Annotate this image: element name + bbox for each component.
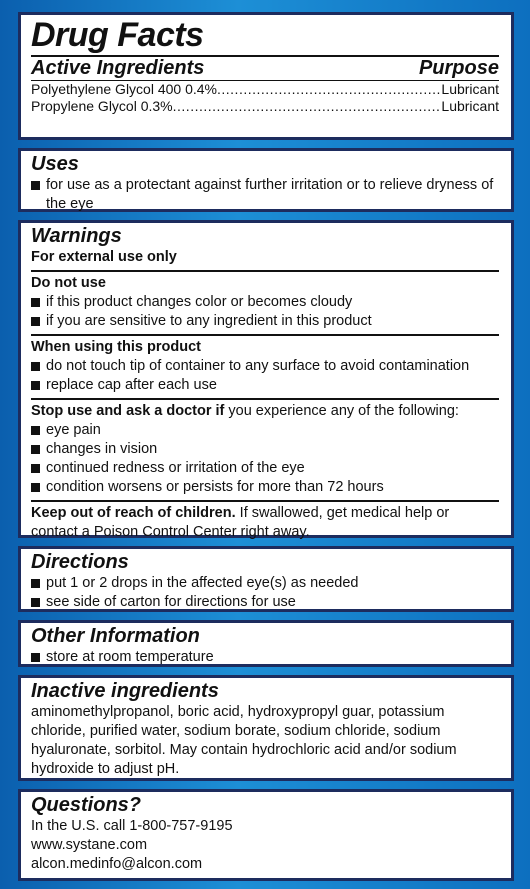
- stop-use-heading-bold: Stop use and ask a doctor if: [31, 403, 225, 419]
- list-item-text: continued redness or irritation of the eye: [46, 460, 305, 476]
- bullet-icon: [31, 381, 40, 390]
- questions-website: www.systane.com: [31, 837, 148, 853]
- list-item: [31, 293, 499, 312]
- active-ingredients-header: [31, 57, 499, 81]
- list-item: [31, 421, 499, 440]
- list-item-text: eye pain: [46, 422, 101, 438]
- divider: [31, 334, 499, 336]
- ingredient-row: [31, 98, 499, 115]
- bullet-icon: [31, 298, 40, 307]
- list-item-text: for use as a protectant against further irritation or to relieve dryness of the eye: [46, 177, 494, 212]
- list-item-text: condition worsens or persists for more than 72 hours: [46, 479, 384, 495]
- do-not-use-heading: Do not use: [31, 275, 106, 291]
- ingredient-purpose: Lubricant: [441, 81, 499, 97]
- other-information-panel: [18, 620, 514, 667]
- ingredient-name: Propylene Glycol 0.3%: [31, 98, 173, 114]
- leader-dots: [217, 81, 441, 98]
- list-item-text: if you are sensitive to any ingredient in this product: [46, 313, 372, 329]
- warnings-heading: Warnings: [31, 225, 122, 247]
- keep-out-rest: If swallowed, get medical help or contact a Poison Control Center right away.: [31, 505, 450, 540]
- list-item: [31, 176, 499, 214]
- bullet-icon: [31, 317, 40, 326]
- bullet-icon: [31, 598, 40, 607]
- purpose-heading: Purpose: [418, 57, 499, 79]
- stop-use-heading: [31, 402, 499, 421]
- questions-panel: [18, 789, 514, 881]
- keep-out-note: [31, 504, 499, 542]
- bullet-icon: [31, 464, 40, 473]
- uses-panel: [18, 148, 514, 212]
- list-item-text: changes in vision: [46, 441, 158, 457]
- ingredient-name: Polyethylene Glycol 400 0.4%: [31, 81, 217, 97]
- questions-phone: In the U.S. call 1-800-757-9195: [31, 818, 233, 834]
- list-item: [31, 376, 499, 395]
- bullet-icon: [31, 653, 40, 662]
- inactive-ingredients-heading: Inactive ingredients: [31, 680, 219, 702]
- questions-email: alcon.medinfo@alcon.com: [31, 856, 203, 872]
- inactive-ingredients-text: aminomethylpropanol, boric acid, hydroxypropyl guar, potassium chloride, purified water, sodium borate, sodium chloride, sodium hyaluronate, sorbitol. May contain hydrochloric acid and/or sodium hydroxide to adjust pH.: [31, 704, 457, 777]
- list-item: [31, 593, 499, 612]
- bullet-icon: [31, 445, 40, 454]
- active-ingredients-panel: [18, 12, 514, 140]
- list-item: [31, 440, 499, 459]
- external-use-note: For external use only: [31, 249, 177, 265]
- drug-facts-title: Drug Facts: [31, 17, 499, 57]
- warnings-panel: [18, 220, 514, 538]
- list-item: [31, 312, 499, 331]
- list-item: [31, 357, 499, 376]
- list-item-text: store at room temperature: [46, 649, 214, 665]
- list-item-text: if this product changes color or becomes cloudy: [46, 294, 353, 310]
- list-item: [31, 459, 499, 478]
- divider: [31, 500, 499, 502]
- divider: [31, 270, 499, 272]
- active-ingredients-heading: Active Ingredients: [31, 57, 205, 79]
- list-item-text: replace cap after each use: [46, 377, 217, 393]
- ingredient-purpose: Lubricant: [441, 98, 499, 114]
- leader-dots: [173, 98, 442, 115]
- bullet-icon: [31, 426, 40, 435]
- drug-facts-label: [18, 12, 514, 889]
- directions-heading: Directions: [31, 551, 129, 573]
- list-item-text: see side of carton for directions for use: [46, 594, 296, 610]
- list-item: [31, 648, 499, 667]
- inactive-ingredients-panel: [18, 675, 514, 781]
- bullet-icon: [31, 362, 40, 371]
- uses-heading: Uses: [31, 153, 79, 175]
- questions-heading: Questions?: [31, 794, 142, 816]
- list-item: [31, 478, 499, 497]
- ingredient-row: [31, 81, 499, 98]
- list-item-text: do not touch tip of container to any surface to avoid contamination: [46, 358, 470, 374]
- when-using-heading: When using this product: [31, 339, 201, 355]
- bullet-icon: [31, 181, 40, 190]
- list-item-text: put 1 or 2 drops in the affected eye(s) as needed: [46, 575, 359, 591]
- bullet-icon: [31, 579, 40, 588]
- directions-panel: [18, 546, 514, 612]
- stop-use-heading-rest: you experience any of the following:: [224, 403, 459, 419]
- list-item: [31, 574, 499, 593]
- other-information-heading: Other Information: [31, 625, 200, 647]
- keep-out-bold: Keep out of reach of children.: [31, 505, 236, 521]
- divider: [31, 398, 499, 400]
- bullet-icon: [31, 483, 40, 492]
